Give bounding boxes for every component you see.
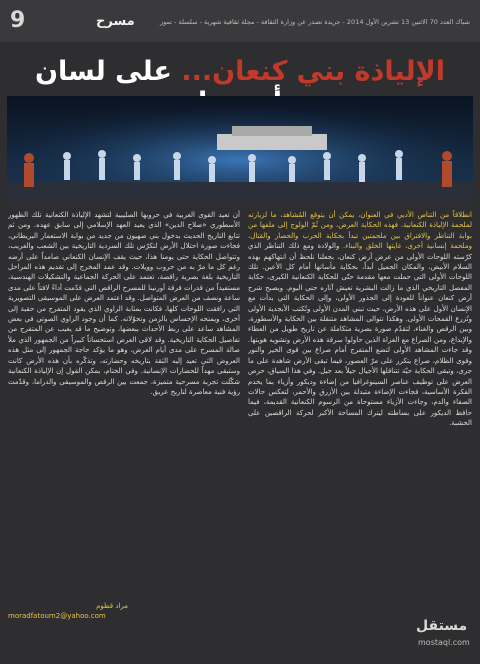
article-column-right (248, 210, 472, 602)
watermark-logo: مستقل (416, 618, 468, 634)
article-title-part1: الإلياذة بني كنعان... (181, 56, 446, 87)
page-header (0, 0, 480, 42)
page-number: 9 (10, 8, 26, 33)
author-email[interactable]: moradfatoum2@yahoo.com (8, 612, 106, 620)
article-body-right: والولادة ومع ذلك التناظر الذي كرّسته اللوحات الأولى من عرض أرض كنعان، بجعلنا نلحظ أن انتهاكهم بهذه السلام الأبيض، والمكان الجميل أبداً، بحكاية مأساتها أمام كل الأعين. تلك اللوحات الأولى التي حملت معها مقدمة حتّى للحكاية الكنعانية الكبرى، حكاية المفصل التاريخي الذي ما زالت البشرية تعيش آثاره حتى اليوم. ويصبح شرح أرض كنعان عنواناً للعودة إلى الجذور الأولى، وإلى الحكاية التي بدأت مع الإنسان الأول على هذه الأرض، حيث تبني المدن الأولى وتُكتب الأبجدية الأولى وتُزرع القمحات الأولى. وهكذا تتوالى المشاهد متنقلة بين الحكاية والأسطورة، وبين الرقص والغناء، لتقدّم صورة بصرية متكاملة عن تاريخ طويل من العطاء والإبداع، ومن الصراع مع الغزاة الذين حاولوا سرقة هذه الأرض وتشويه هويتها. وقد جاءت المشاهد الأولى لتضع المتفرج أمام صراع بين قوى الخير والنور وقوى الظلام، صراع يتكرر على مرّ العصور، فيما تبقى الأرض شاهدة على ما جرى، وتبقى الحكاية حيّة تتناقلها الأجيال جيلاً بعد جيل. وفي هذا السياق، حرص العرض على توظيف عناصر السينوغرافيا من إضاءة وديكور وأزياء بما يخدم الفكرة الأساسية، فجاءت الإضاءة متبدلة بين الأزرق والأحمر، لتعكس حالات الصفاء والدم، وجاءت الأزياء مستوحاة من الرسوم الكنعانية القديمة، فيما حافظ الديكور على بساطته ليترك المساحة الأكبر لحركة الراقصين على الخشبة. (248, 242, 472, 428)
stage-photo (7, 96, 473, 202)
author-name: مراد قطوم (96, 602, 128, 610)
stage-photo-illustration (7, 96, 473, 202)
article-body-left: أن تعيد القوى الغربية في حروبها الصليبية لتشهد الإلياذة الكنعانية تلك الظهور الأسطوري «صلاح الدين» الذي يعيد العهد الإسلامي إلى سابق عهده. ومن ثم تتابع التاريخ الحديث بدخول بني صهيون من جديد من بوابة الاستعمار البريطاني، فجاءت صورة احتلال الأرض لتكرّس تلك السردية التاريخية بين الشعب والغريب، وتتواصل الحكاية حتى يومنا هذا، حيث يقف الإنسان الكنعاني صامداً على أرضه رغم كل ما مرّ به من حروب وويلات. وقد عمد المخرج إلى تقديم هذه المراحل التاريخية بلغة بصرية راقصة، تعتمد على الحركة الجماعية والتشكيلات الهندسية، مستفيداً من قدرات فرقة أورنينا للمسرح الراقص التي قدّمت أداءً لافتاً على مدى ساعة ونصف من العرض المتواصل. وقد اعتمد العرض على الموسيقى التصويرية التي رافقت اللوحات كلها، فكانت بمثابة الراوي الذي يقود المتفرج من حقبة إلى أخرى، ويمنحه الإحساس بالزمن وتحوّلاته. كما أن وجود الراوي الصوتي في بعض المشاهد ساعد على ربط الأحداث ببعضها، وتوضيح ما قد يغيب عن المتفرج من تفاصيل الحكاية التاريخية. وقد لاقى العرض استحساناً كبيراً من الجمهور الذي ملأ صالة المسرح على مدى أيام العرض، وهو ما يؤكد حاجة الجمهور إلى مثل هذه العروض التي تعيد إليه الثقة بتاريخه وحضارته، وتذكّره بأن هذه الأرض كانت وستبقى مهداً للحضارات الإنسانية. وفي الختام، يمكن القول إن الإلياذة الكنعانية شكّلت تجربة مسرحية متميزة، جمعت بين الرقص والموسيقى والدراما، وقدّمت رؤية فنية معاصرة لتاريخ عريق. (8, 211, 240, 396)
section-label: مسرح (96, 14, 135, 29)
article-title-part2: على لسان (34, 56, 172, 87)
article-column-left (8, 210, 240, 602)
article-lead: انطلاقاً من التناص الأدبي في العنوان، يمكن أن يتوقع المُشاهد، ما لزيارته لملحمة الإلياذة الكنعانية. فهذه الحكاية العرض، ومن ثُمّ الولوج إلى ملفها من بوابة التناظر والافتراق بين ملحمتين تبدأ بحكاية الحرب والحصار والقتال، وملحمة إنسانية أخرى، غايتها الخلق والبناء. (248, 211, 472, 251)
running-header: شباك العدد 70 الاثنين 13 تشرين الأول 2014 - جريدة تصدر عن وزارة الثقافة - مجلة ثقافية شهرية - سلسلة - تموز (159, 18, 470, 26)
watermark-url: mostaql.com (418, 638, 470, 647)
